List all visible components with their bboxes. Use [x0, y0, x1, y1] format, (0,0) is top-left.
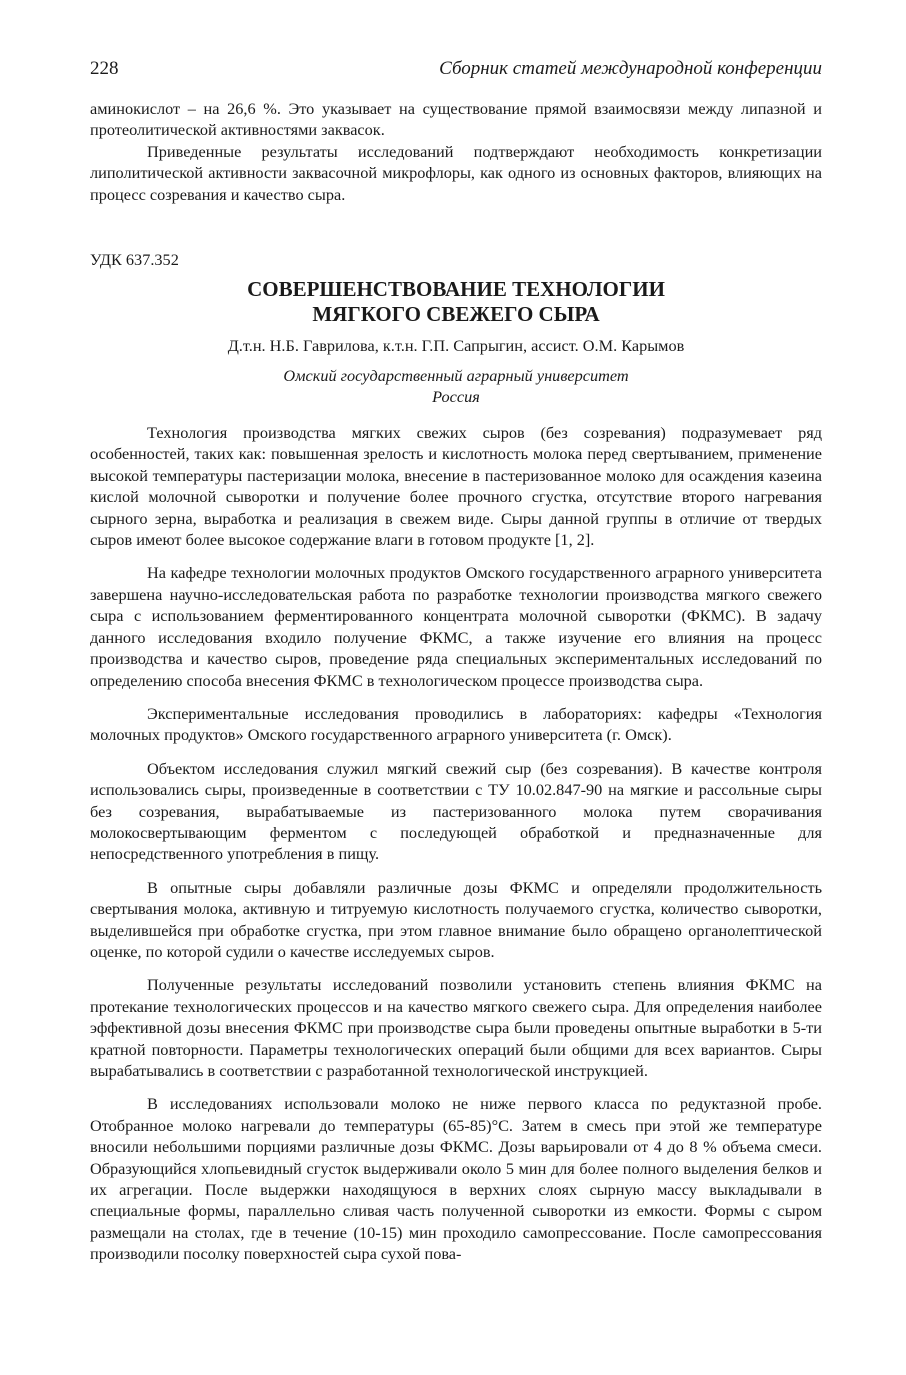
article-title-line: СОВЕРШЕНСТВОВАНИЕ ТЕХНОЛОГИИ	[247, 277, 665, 302]
page	[90, 56, 822, 1265]
body-paragraph: Полученные результаты исследований позволили установить степень влияния ФКМС на протекание технологических процессов и на качество мягкого свежего сыра. Для определения наиболее эффективной дозы внесения ФКМС при производстве сыра были проведены опытные выработки в 5-ти кратной повторности. Параметры технологических операций были общими для всех вариантов. Сыры вырабатывались в соответствии с разработанной технологической инструкцией.	[90, 975, 822, 1080]
affiliation-block	[90, 365, 822, 407]
spacer	[90, 865, 822, 877]
journal-title: Сборник статей международной конференции	[439, 58, 822, 79]
body-paragraph: Объектом исследования служил мягкий свежий сыр (без созревания). В качестве контроля использовались сыры, произведенные в соответствии с ТУ 10.02.847-90 на мягкие и рассольные сыры без созревания, вырабатываемые из пастеризованного молока путем сворачивания молокосвертывающим ферментом с последующей обработкой и предназначенные для непосредственного употребления в пищу.	[90, 758, 822, 864]
spacer	[90, 550, 822, 562]
spacer	[90, 1081, 822, 1093]
body-paragraph: Технология производства мягких свежих сыров (без созревания) подразумевает ряд особенностей, таких как: повышенная зрелость и кислотность молока перед свертыванием, применение высокой температуры пастеризации молока, внесение в пастеризованное молоко для осаждения казеина кислой молочной сыворотки и получение более прочного сгустка, отсутствие второго нагревания сырного зерна, выработка и реализация в свежем виде. Сыры данной группы в отличие от твердых сыров имеют более высокое содержание влаги в готовом продукте [1, 2].	[90, 423, 822, 550]
spacer	[90, 962, 822, 974]
body-paragraph: На кафедре технологии молочных продуктов Омского государственного аграрного университета завершена научно-исследовательская работа по разработке технологии производства мягкого свежего сыра с использованием ферментированного концентрата молочной сыворотки (ФКМС). В задачу данного исследования входило получение ФКМС, а также изучение его влияния на процесс производства и качество сыров, проведение ряда специальных экспериментальных исследований по определению способа внесения ФКМС в технологическом процессе производства сыра.	[90, 563, 822, 690]
spacer	[90, 205, 822, 249]
running-header	[90, 56, 822, 86]
previous-article-paragraph: Приведенные результаты исследований подтверждают необходимость конкретизации липолитической активности заквасочной микрофлоры, как одного из основных факторов, влияющих на процесс созревания и качество сыра.	[90, 141, 822, 204]
authors: Д.т.н. Н.Б. Гаврилова, к.т.н. Г.П. Сапрыгин, ассист. О.М. Карымов	[227, 336, 685, 356]
country: Россия	[432, 387, 480, 407]
page-number: 228	[90, 58, 119, 79]
article-title	[90, 277, 822, 327]
previous-article-paragraph: аминокислот – на 26,6 %. Это указывает на существование прямой взаимосвязи между липазной и протеолитической активностями заквасок.	[90, 99, 822, 140]
spacer	[90, 691, 822, 703]
spacer	[90, 86, 822, 98]
body-paragraph: В опытные сыры добавляли различные дозы ФКМС и определяли продолжительность свертывания молока, активную и титруемую кислотность получаемого сгустка, количество сыворотки, выделившейся при обработке сгустка, при этом главное внимание было обращено органолептической оценке, по которой судили о качестве исследуемых сыров.	[90, 877, 822, 961]
affiliation: Омский государственный аграрный университет	[283, 366, 629, 386]
body-paragraph: В исследованиях использовали молоко не ниже первого класса по редуктазной пробе. Отобранное молоко нагревали до температуры (65-85)°С. Затем в смесь при этой же температуре вносили небольшими порциями различные дозы ФКМС. Дозы варьировали от 4 до 8 % объема смеси. Образующийся хлопьевидный сгусток выдерживали около 5 мин для более полного выделения белков и их агрегации. После выдержки находящуюся в верхних слоях сырную массу выкладывали в специальные формы, параллельно сливая часть полученной сыворотки из емкости. Формы с сыром размещали на столах, где в течение (10-15) мин проходило самопрессование. После самопрессования производили посолку поверхностей сыра сухой пова-	[90, 1094, 822, 1264]
spacer	[90, 407, 822, 422]
body-paragraph: Экспериментальные исследования проводились в лабораториях: кафедры «Технология молочных продуктов» Омского государственного аграрного университета (г. Омск).	[90, 703, 822, 745]
spacer	[90, 746, 822, 758]
udk-code: УДК 637.352	[90, 250, 179, 270]
article-title-line: МЯГКОГО СВЕЖЕГО СЫРА	[312, 302, 600, 327]
